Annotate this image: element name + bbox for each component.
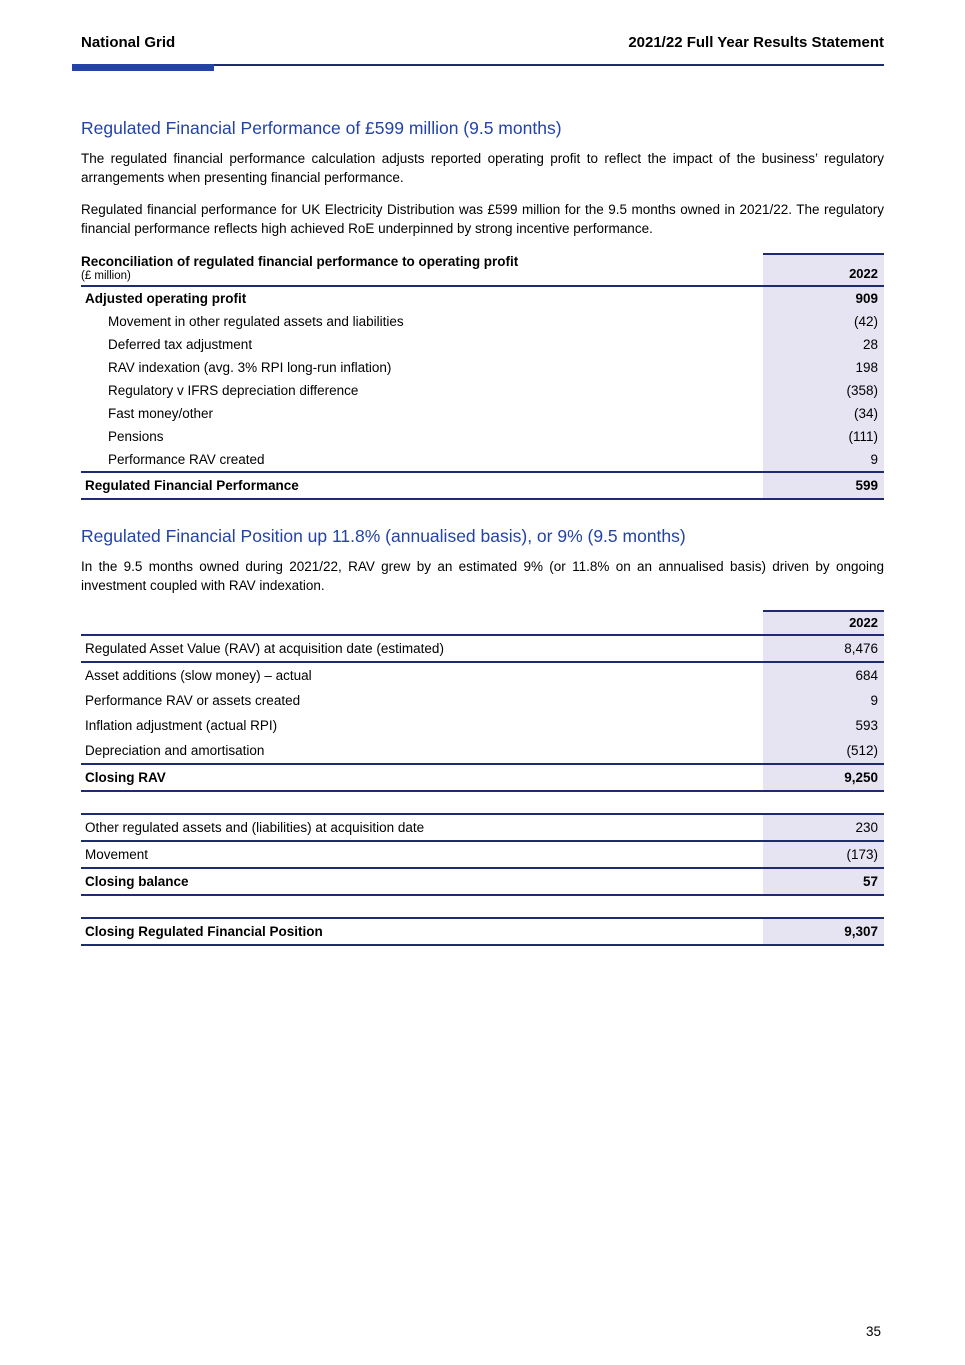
row-value: 593	[763, 713, 884, 738]
position-table	[81, 610, 884, 946]
row-label: Depreciation and amortisation	[85, 743, 265, 758]
table-row	[81, 310, 884, 333]
header-accent-bar	[72, 64, 214, 71]
document-header	[81, 34, 884, 74]
section2-paragraph-1: In the 9.5 months owned during 2021/22, RAV grew by an estimated 9% (or 11.8% on an annualised basis) driven by ongoing investment coupled with RAV indexation.	[81, 559, 884, 593]
table-row	[81, 738, 884, 764]
row-value: (512)	[763, 738, 884, 764]
table-row	[81, 814, 884, 841]
table-row	[81, 635, 884, 662]
row-label: Regulated Financial Performance	[81, 472, 763, 499]
document-body	[81, 118, 884, 946]
row-value: 9	[763, 448, 884, 472]
table-row	[81, 662, 884, 688]
row-label: Performance RAV created	[108, 452, 265, 467]
row-value: 198	[763, 356, 884, 379]
row-value: (42)	[763, 310, 884, 333]
table-row	[81, 356, 884, 379]
row-label: Closing RAV	[81, 764, 763, 791]
row-label: Closing Regulated Financial Position	[81, 918, 763, 945]
row-label: Adjusted operating profit	[85, 291, 247, 306]
table-total-row	[81, 472, 884, 499]
row-label: Movement	[81, 841, 763, 868]
table-row	[81, 425, 884, 448]
brand-title: National Grid	[81, 34, 176, 51]
row-label: Pensions	[108, 429, 164, 444]
row-value: (34)	[763, 402, 884, 425]
table-header-label	[81, 254, 763, 286]
row-value: 599	[763, 472, 884, 499]
table-row	[81, 286, 884, 310]
table-total-row	[81, 764, 884, 791]
page-number: 35	[865, 1324, 881, 1339]
row-value: 9,307	[763, 918, 884, 945]
section2-title: Regulated Financial Position up 11.8% (annualised basis), or 9% (9.5 months)	[81, 526, 686, 546]
row-value: (173)	[763, 841, 884, 868]
row-value: 8,476	[763, 635, 884, 662]
year-column-header: 2022	[763, 611, 884, 635]
table-row	[81, 333, 884, 356]
row-value: (358)	[763, 379, 884, 402]
table-row	[81, 448, 884, 472]
table-row	[81, 688, 884, 713]
row-label: Regulated Asset Value (RAV) at acquisition date (estimated)	[81, 635, 763, 662]
row-value: 909	[763, 286, 884, 310]
row-value: 57	[763, 868, 884, 895]
table-header-row	[81, 254, 884, 286]
table-row	[81, 402, 884, 425]
row-value: 9	[763, 688, 884, 713]
table-header-row	[81, 611, 884, 635]
row-label: Asset additions (slow money) – actual	[85, 668, 312, 683]
reconciliation-table	[81, 253, 884, 500]
row-label: RAV indexation (avg. 3% RPI long-run inflation)	[108, 360, 392, 375]
spacer-row	[81, 895, 884, 918]
section1-title: Regulated Financial Performance of £599 million (9.5 months)	[81, 118, 562, 138]
row-value: (111)	[763, 425, 884, 448]
row-value: 684	[763, 662, 884, 688]
row-label: Fast money/other	[108, 406, 214, 421]
table-total-row	[81, 868, 884, 895]
table-total-row	[81, 918, 884, 945]
row-value: 9,250	[763, 764, 884, 791]
table-title: Reconciliation of regulated financial performance to operating profit	[81, 254, 519, 269]
spacer-row	[81, 791, 884, 814]
table-units-label: (£ million)	[81, 270, 131, 282]
section1-paragraph-2: Regulated financial performance for UK Electricity Distribution was £599 million for the 9.5 months owned in 2021/22. The regulatory financial performance reflects high achieved RoE underpinned by strong incentive performance.	[81, 202, 884, 236]
row-label: Performance RAV or assets created	[85, 693, 301, 708]
row-label: Deferred tax adjustment	[108, 337, 253, 352]
row-label: Inflation adjustment (actual RPI)	[85, 718, 278, 733]
document-title: 2021/22 Full Year Results Statement	[628, 34, 884, 51]
table-header-label	[81, 611, 763, 635]
table-row	[81, 379, 884, 402]
row-label: Closing balance	[81, 868, 763, 895]
year-column-header: 2022	[763, 254, 884, 286]
section1-paragraph-1: The regulated financial performance calculation adjusts reported operating profit to reflect the impact of the business’ regulatory arrangements when presenting financial performance.	[81, 151, 884, 185]
header-row	[81, 34, 884, 64]
row-label: Movement in other regulated assets and liabilities	[108, 314, 404, 329]
header-rule	[81, 64, 884, 74]
row-value: 28	[763, 333, 884, 356]
table-row	[81, 713, 884, 738]
row-value: 230	[763, 814, 884, 841]
row-label: Regulatory v IFRS depreciation difference	[108, 383, 359, 398]
table-row	[81, 841, 884, 868]
row-label: Other regulated assets and (liabilities) at acquisition date	[81, 814, 763, 841]
